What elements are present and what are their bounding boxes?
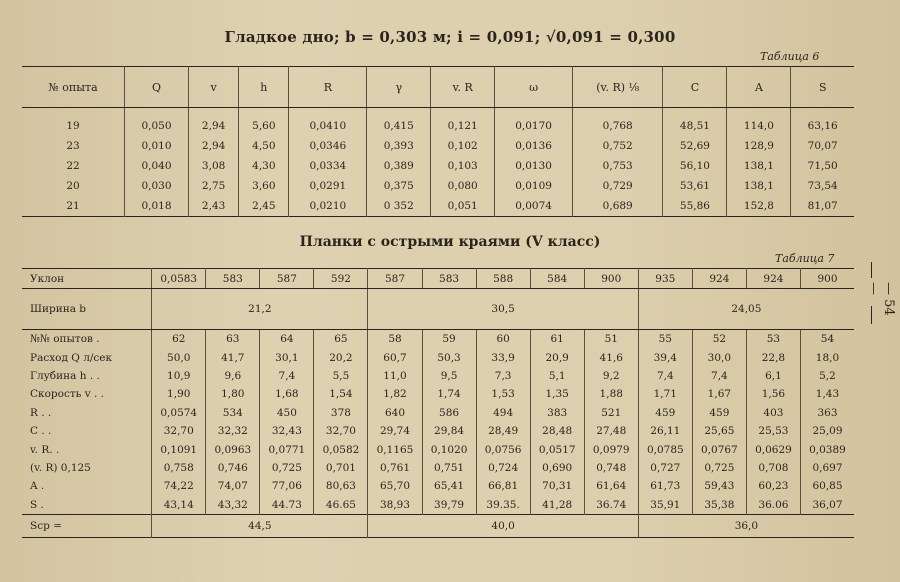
table7-cell: 30,0: [692, 348, 746, 366]
table-row: [22, 404, 854, 422]
table-7: [22, 268, 854, 538]
table7-slope-cell: 583: [206, 269, 260, 289]
table7-cell: 43,32: [206, 496, 260, 515]
table7-cell: 51: [584, 330, 638, 349]
table7-sum-cell: 44,5: [152, 514, 368, 537]
table6-cell: 2,75: [189, 176, 239, 196]
table6-cell: 0,0210: [289, 196, 367, 217]
table6-header-cell: γ: [367, 67, 431, 108]
table7-row-label: S .: [30, 498, 44, 511]
table7-cell: 1,56: [746, 385, 800, 403]
table7-slope-cell: 587: [368, 269, 422, 289]
table6-cell: 0,0334: [289, 156, 367, 176]
table6-header-cell: ω: [495, 67, 573, 108]
table7-cell: 0,0771: [260, 440, 314, 458]
table7-cell: 1,54: [314, 385, 368, 403]
table7-cell: 0,0963: [206, 440, 260, 458]
table7-cell: 7,4: [638, 367, 692, 385]
table-6: [22, 66, 854, 217]
table7-cell: 54: [800, 330, 854, 349]
table7-cell: 640: [368, 404, 422, 422]
table-row: [22, 477, 854, 495]
table7-cell: 5,5: [314, 367, 368, 385]
table6-cell: 23: [66, 140, 80, 152]
table7-cell: 32,32: [206, 422, 260, 440]
table6-cell: 0,0410: [289, 108, 367, 137]
table6-cell: 73,54: [791, 176, 854, 196]
table7-cell: 0,0767: [692, 440, 746, 458]
table-row: [22, 196, 854, 217]
table7-cell: 65,41: [422, 477, 476, 495]
table7-row-label: Ширина b: [22, 289, 152, 330]
table6-header-cell: Q: [125, 67, 189, 108]
table-row: [22, 108, 854, 137]
table7-cell: 32,43: [260, 422, 314, 440]
table7-slope-cell: 924: [692, 269, 746, 289]
table6-cell: 0,121: [431, 108, 495, 137]
table6-cell: 0,752: [572, 136, 662, 156]
table7-cell: 0,725: [260, 459, 314, 477]
table7-sum-cell: 36,0: [638, 514, 854, 537]
table7-row-label: №№ опытов .: [30, 333, 100, 346]
table7-cell: 9,5: [422, 367, 476, 385]
table6-cell: 70,07: [791, 136, 854, 156]
table6-cell: 0,389: [367, 156, 431, 176]
table6-cell: 0,0170: [495, 108, 573, 137]
table7-cell: 1,71: [638, 385, 692, 403]
table7-row-label: (v. R) 0,125: [30, 461, 91, 474]
table6-cell: 0,768: [572, 108, 662, 137]
table7-slope-cell: 900: [800, 269, 854, 289]
table7-cell: 20,2: [314, 348, 368, 366]
table7-cell: 1,67: [692, 385, 746, 403]
table6-cell: 0,010: [125, 136, 189, 156]
table6-header-cell: № опыта: [22, 67, 125, 108]
table-row: [22, 385, 854, 403]
table7-cell: 65,70: [368, 477, 422, 495]
table6-cell: 152,8: [727, 196, 791, 217]
table7-cell: 20,9: [530, 348, 584, 366]
table6-cell: 128,9: [727, 136, 791, 156]
table7-cell: 52: [692, 330, 746, 349]
table7-row-label: Скорость v . .: [30, 388, 104, 401]
table6-cell: 0,729: [572, 176, 662, 196]
table7-cell: 35,91: [638, 496, 692, 515]
table7-cell: 1,43: [800, 385, 854, 403]
table7-cell: 35,38: [692, 496, 746, 515]
table7-cell: 25,09: [800, 422, 854, 440]
table7-cell: 10,9: [152, 367, 206, 385]
table6-cell: 0,0136: [495, 136, 573, 156]
table7-cell: 1,90: [152, 385, 206, 403]
table7-cell: 5,1: [530, 367, 584, 385]
table6-cell: 5,60: [239, 108, 289, 137]
table6-cell: 0,393: [367, 136, 431, 156]
table7-cell: 378: [314, 404, 368, 422]
table7-cell: 39,4: [638, 348, 692, 366]
table7-cell: 0,1020: [422, 440, 476, 458]
table7-cell: 1,80: [206, 385, 260, 403]
table7-slope-cell: 592: [314, 269, 368, 289]
table6-cell: 0,375: [367, 176, 431, 196]
table6-cell: 138,1: [727, 156, 791, 176]
table6-cell: 0,0074: [495, 196, 573, 217]
page-title: Гладкое дно; b = 0,303 м; i = 0,091; √0,091 = 0,300: [224, 28, 676, 46]
table6-cell: 114,0: [727, 108, 791, 137]
table7-cell: 74,07: [206, 477, 260, 495]
table7-cell: 55: [638, 330, 692, 349]
table6-cell: 0,102: [431, 136, 495, 156]
table6-cell: 2,43: [189, 196, 239, 217]
table7-slope-cell: 924: [746, 269, 800, 289]
table6-cell: 0,051: [431, 196, 495, 217]
table7-cell: 60,85: [800, 477, 854, 495]
table7-cell: 29,84: [422, 422, 476, 440]
table6-cell: 2,94: [189, 108, 239, 137]
table7-cell: 363: [800, 404, 854, 422]
table7-cell: 60,7: [368, 348, 422, 366]
table7-cell: 9,2: [584, 367, 638, 385]
table6-cell: 0,753: [572, 156, 662, 176]
table7-cell: 0,725: [692, 459, 746, 477]
table7-cell: 9,6: [206, 367, 260, 385]
table6-cell: 138,1: [727, 176, 791, 196]
table6-header-cell: (v. R) ¹⁄₈: [572, 67, 662, 108]
table-row: [22, 440, 854, 458]
table-row: [22, 176, 854, 196]
table7-cell: 0,1165: [368, 440, 422, 458]
table7-row-label: A .: [30, 480, 45, 493]
table7-cell: 0,0979: [584, 440, 638, 458]
table7-cell: 0,724: [476, 459, 530, 477]
table7-cell: 38,93: [368, 496, 422, 515]
table-row: [22, 459, 854, 477]
table7-cell: 61,73: [638, 477, 692, 495]
table7-cell: 30,1: [260, 348, 314, 366]
table7-cell: 0,0389: [800, 440, 854, 458]
table7-cell: 36,07: [800, 496, 854, 515]
table7-cell: 61: [530, 330, 584, 349]
table7-cell: 63: [206, 330, 260, 349]
table7-cell: 53: [746, 330, 800, 349]
table6-cell: 0,0346: [289, 136, 367, 156]
table7-cell: 0,0756: [476, 440, 530, 458]
table6-cell: 63,16: [791, 108, 854, 137]
table7-cell: 0,758: [152, 459, 206, 477]
table7-cell: 50,0: [152, 348, 206, 366]
table7-cell: 1,68: [260, 385, 314, 403]
table7-cell: 29,74: [368, 422, 422, 440]
table7-cell: 59,43: [692, 477, 746, 495]
table7-cell: 18,0: [800, 348, 854, 366]
table7-cell: 61,64: [584, 477, 638, 495]
table7-sum-row: [22, 514, 854, 537]
table6-header-cell: R: [289, 67, 367, 108]
table7-cell: 383: [530, 404, 584, 422]
table7-width-row: [22, 289, 854, 330]
table7-cell: 64: [260, 330, 314, 349]
table6-cell: 22: [66, 160, 80, 172]
page-number-rule-top: [871, 262, 872, 278]
table7-cell: 0,697: [800, 459, 854, 477]
table6-cell: 2,94: [189, 136, 239, 156]
table6-cell: 56,10: [663, 156, 727, 176]
table7-cell: 25,53: [746, 422, 800, 440]
table7-cell: 7,4: [260, 367, 314, 385]
table6-header-cell: S: [791, 67, 854, 108]
table7-cell: 6,1: [746, 367, 800, 385]
table6-cell: 0,050: [125, 108, 189, 137]
table7-cell: 33,9: [476, 348, 530, 366]
table7-slope-cell: 588: [476, 269, 530, 289]
table7-cell: 0,751: [422, 459, 476, 477]
table7-cell: 1,88: [584, 385, 638, 403]
table-row: [22, 496, 854, 515]
table-row: [22, 348, 854, 366]
table6-header-cell: C: [663, 67, 727, 108]
table7-cell: 77,06: [260, 477, 314, 495]
table6-cell: 0,030: [125, 176, 189, 196]
table6-cell: 81,07: [791, 196, 854, 217]
table6-cell: 0,689: [572, 196, 662, 217]
table6-cell: 0,0291: [289, 176, 367, 196]
table7-cell: 26,11: [638, 422, 692, 440]
section-subtitle: Планки с острыми краями (V класс): [299, 234, 601, 250]
table7-cell: 7,4: [692, 367, 746, 385]
table6-cell: 4,50: [239, 136, 289, 156]
table7-cell: 0,1091: [152, 440, 206, 458]
table7-cell: 36.06: [746, 496, 800, 515]
table7-cell: 0,0574: [152, 404, 206, 422]
table7-cell: 0,690: [530, 459, 584, 477]
table7-cell: 50,3: [422, 348, 476, 366]
table7-cell: 7,3: [476, 367, 530, 385]
page-number-rule-bottom: [871, 306, 872, 324]
table7-sum-cell: 40,0: [368, 514, 638, 537]
table6-cell: 0,0130: [495, 156, 573, 176]
table7-cell: 22,8: [746, 348, 800, 366]
table7-cell: 28,49: [476, 422, 530, 440]
table7-row-label: v. R. .: [30, 443, 60, 456]
table7-cell: 60,23: [746, 477, 800, 495]
table6-cell: 3,08: [189, 156, 239, 176]
table7-cell: 65: [314, 330, 368, 349]
table7-cell: 28,48: [530, 422, 584, 440]
table7-cell: 58: [368, 330, 422, 349]
table7-cell: 32,70: [314, 422, 368, 440]
table6-cell: 0,018: [125, 196, 189, 217]
table7-slope-cell: 587: [260, 269, 314, 289]
table-row: [22, 156, 854, 176]
table7-cell: 43,14: [152, 496, 206, 515]
table7-cell: 0,746: [206, 459, 260, 477]
table6-cell: 0,0109: [495, 176, 573, 196]
table7-cell: 39,79: [422, 496, 476, 515]
table6-cell: 71,50: [791, 156, 854, 176]
table6-cell: 0,415: [367, 108, 431, 137]
table6-cell: 48,51: [663, 108, 727, 137]
table7-cell: 41,7: [206, 348, 260, 366]
table6-cell: 53,61: [663, 176, 727, 196]
table7-slope-cell: 0,0583: [152, 269, 206, 289]
table7-cell: 74,22: [152, 477, 206, 495]
table7-cell: 60: [476, 330, 530, 349]
table6-cell: 2,45: [239, 196, 289, 217]
table7-cell: 27,48: [584, 422, 638, 440]
table7-cell: 1,82: [368, 385, 422, 403]
table7-cell: 1,53: [476, 385, 530, 403]
table7-cell: 521: [584, 404, 638, 422]
table7-row-label: Глубина h . .: [30, 369, 100, 382]
table7-cell: 80,63: [314, 477, 368, 495]
table6-header-cell: h: [239, 67, 289, 108]
table6-label: Таблица 6: [760, 50, 820, 63]
table6-cell: 55,86: [663, 196, 727, 217]
table7-cell: 66,81: [476, 477, 530, 495]
table7-cell: 39.35.: [476, 496, 530, 515]
table7-cell: 70,31: [530, 477, 584, 495]
table7-row-label: R . .: [30, 406, 52, 419]
table7-row-label: Уклон: [22, 269, 152, 289]
table7-cell: 0,761: [368, 459, 422, 477]
table7-cell: 0,0785: [638, 440, 692, 458]
table7-cell: 32,70: [152, 422, 206, 440]
table7-cell: 534: [206, 404, 260, 422]
table6-cell: 0,103: [431, 156, 495, 176]
table7-row-label: Расход Q л/сек: [30, 351, 113, 364]
table6-cell: 0 352: [367, 196, 431, 217]
table6-header-cell: v: [189, 67, 239, 108]
table7-width-cell: 24,05: [638, 289, 854, 330]
table7-cell: 0,727: [638, 459, 692, 477]
table7-cell: 0,0582: [314, 440, 368, 458]
table7-row-label: Sср =: [22, 514, 152, 537]
table7-slope-cell: 900: [584, 269, 638, 289]
table7-label: Таблица 7: [775, 252, 835, 265]
table7-cell: 44.73: [260, 496, 314, 515]
table7-slope-cell: 935: [638, 269, 692, 289]
page-number: — 54 —: [866, 282, 896, 316]
table6-cell: 19: [66, 120, 80, 132]
table-row: [22, 422, 854, 440]
table7-width-cell: 30,5: [368, 289, 638, 330]
table7-cell: 0,0629: [746, 440, 800, 458]
table7-cell: 459: [692, 404, 746, 422]
table7-cell: 0,0517: [530, 440, 584, 458]
table7-cell: 25,65: [692, 422, 746, 440]
table7-cell: 494: [476, 404, 530, 422]
table7-width-cell: 21,2: [152, 289, 368, 330]
table7-cell: 11,0: [368, 367, 422, 385]
table6-header-cell: A: [727, 67, 791, 108]
table6-cell: 3,60: [239, 176, 289, 196]
table7-cell: 459: [638, 404, 692, 422]
table7-cell: 5,2: [800, 367, 854, 385]
table7-cell: 586: [422, 404, 476, 422]
table6-cell: 0,040: [125, 156, 189, 176]
table6-cell: 21: [66, 200, 80, 212]
table6-header-cell: v. R: [431, 67, 495, 108]
table7-cell: 1,35: [530, 385, 584, 403]
table7-cell: 36.74: [584, 496, 638, 515]
table7-cell: 0,701: [314, 459, 368, 477]
table-row: [22, 330, 854, 349]
table7-cell: 1,74: [422, 385, 476, 403]
table-row: [22, 136, 854, 156]
table7-cell: 41,6: [584, 348, 638, 366]
table7-cell: 41,28: [530, 496, 584, 515]
table7-row-label: C . .: [30, 425, 52, 438]
table7-cell: 0,708: [746, 459, 800, 477]
table6-cell: 52,69: [663, 136, 727, 156]
table7-cell: 59: [422, 330, 476, 349]
table7-cell: 46.65: [314, 496, 368, 515]
table7-cell: 0,748: [584, 459, 638, 477]
table7-cell: 62: [152, 330, 206, 349]
table7-cell: 403: [746, 404, 800, 422]
table6-cell: 20: [66, 180, 80, 192]
table6-cell: 0,080: [431, 176, 495, 196]
table-row: [22, 367, 854, 385]
table7-slope-cell: 583: [422, 269, 476, 289]
table7-cell: 450: [260, 404, 314, 422]
table7-slope-row: [22, 269, 854, 289]
table6-cell: 4,30: [239, 156, 289, 176]
table7-slope-cell: 584: [530, 269, 584, 289]
